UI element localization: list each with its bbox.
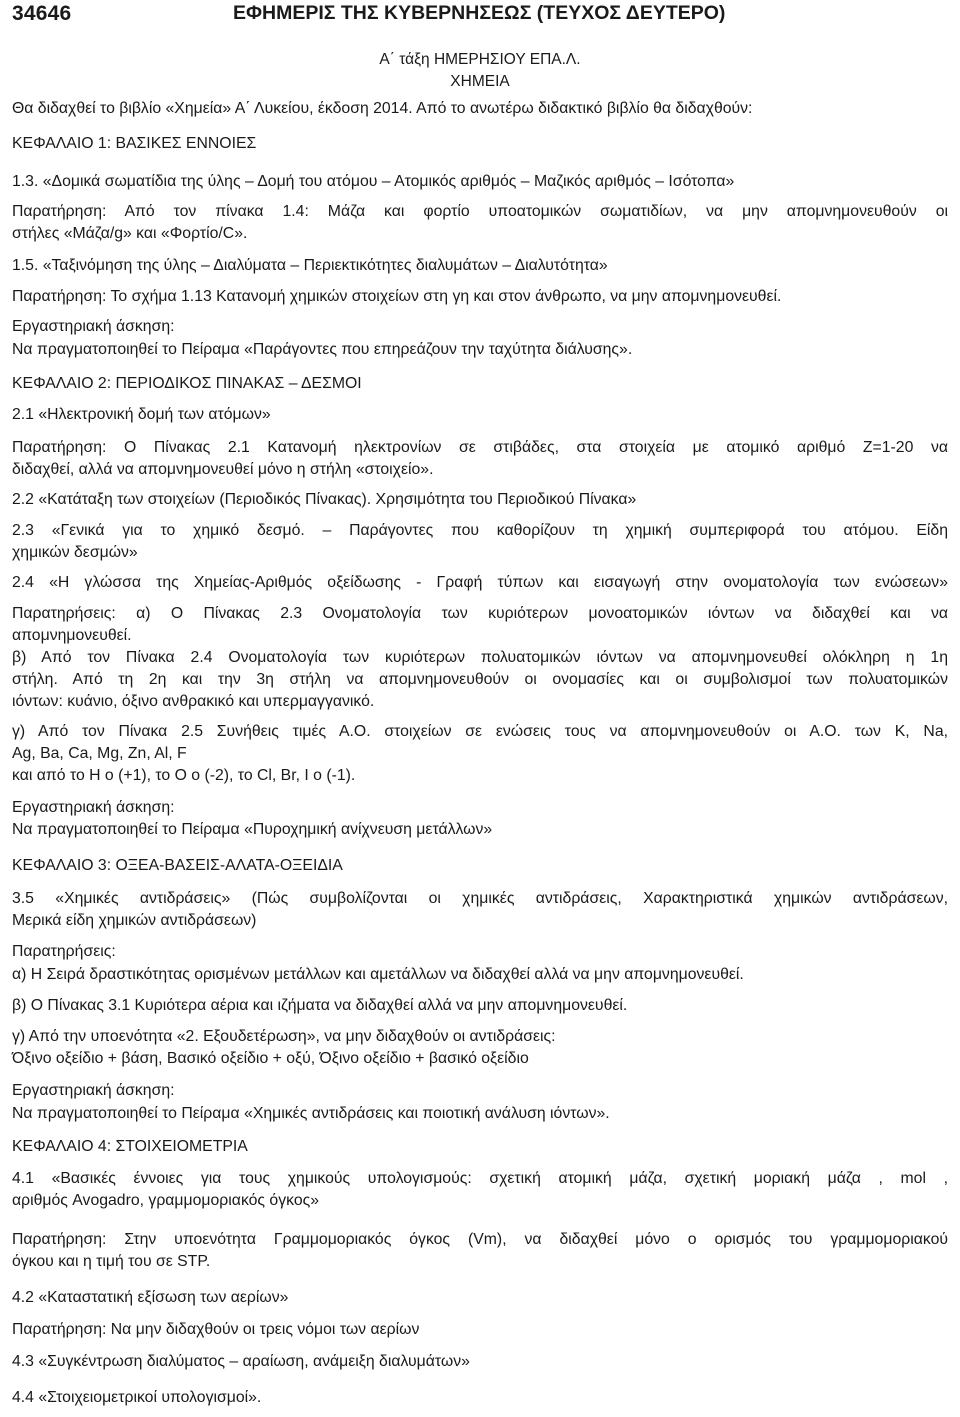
- paragraph-line: γ) Από την υποενότητα «2. Εξουδετέρωση», να μην διδαχθούν οι αντιδράσεις:: [12, 1028, 556, 1045]
- chapter-1-heading: ΚΕΦΑΛΑΙΟ 1: ΒΑΣΙΚΕΣ ΕΝΝΟΙΕΣ: [12, 135, 257, 152]
- subject-title: ΧΗΜΕΙΑ: [450, 73, 510, 90]
- section-4-1-heading: 4.1 «Βασικές έννοιες για τους χημικούς υπολογισμούς: σχετική ατομική μάζα, σχετική μοριακή μάζα , mol ,: [12, 1170, 948, 1187]
- chapter-4-heading: ΚΕΦΑΛΑΙΟ 4: ΣΤΟΙΧΕΙΟΜΕΤΡΙΑ: [12, 1138, 248, 1155]
- paragraph-line: Παρατήρηση: Ο Πίνακας 2.1 Κατανομή ηλεκτρονίων σε στιβάδες, στα στοιχεία με ατομικό αριθμό Ζ=1-20 να: [12, 439, 948, 456]
- section-4-4-heading: 4.4 «Στοιχειομετρικοί υπολογισμοί».: [12, 1389, 262, 1406]
- section-3-5-heading: 3.5 «Χημικές αντιδράσεις» (Πώς συμβολίζονται οι χημικές αντιδράσεις, Χαρακτηριστικά χημικών αντιδράσεων,: [12, 890, 948, 907]
- paragraph-line: στήλες «Μάζα/g» και «Φορτίο/C».: [12, 225, 248, 242]
- paragraph-line: α) Η Σειρά δραστικότητας ορισμένων μετάλλων και αμετάλλων να διδαχθεί αλλά να μην απομνημονευθεί.: [12, 966, 744, 983]
- paragraph-line: Παρατήρηση: Στην υποενότητα Γραμμομοριακός όγκος (Vm), να διδαχθεί μόνο ο ορισμός του γραμμομοριακού: [12, 1231, 948, 1248]
- paragraph-line: στήλη. Από τη 2η και την 3η στήλη να απομνημονευθούν οι ονομασίες και οι συμβολισμοί των πολυατομικών: [12, 671, 948, 688]
- section-4-3-heading: 4.3 «Συγκέντρωση διαλύματος – αραίωση, ανάμειξη διαλυμάτων»: [12, 1353, 470, 1370]
- section-2-3-heading: 2.3 «Γενικά για το χημικό δεσμό. – Παράγοντες που καθορίζουν τη χημική συμπεριφορά του ατόμου. Είδη: [12, 522, 948, 539]
- paragraph-line: Παρατήρηση: Το σχήμα 1.13 Κατανομή χημικών στοιχείων στη γη και στον άνθρωπο, να μην απομνημονευθεί.: [12, 288, 782, 305]
- paragraph-line: και από το Η ο (+1), το Ο ο (-2), το Cl, Br, I ο (-1).: [12, 767, 356, 784]
- section-2-4-heading: 2.4 «Η γλώσσα της Χημείας-Αριθμός οξείδωσης - Γραφή τύπων και εισαγωγή στην ονοματολογία των ενώσεων»: [12, 574, 948, 591]
- gazette-title: ΕΦΗΜΕΡΙΣ ΤΗΣ ΚΥΒΕΡΝΗΣΕΩΣ (ΤΕΥΧΟΣ ΔΕΥΤΕΡΟ): [233, 2, 726, 24]
- paragraph-line: β) Από τον Πίνακα 2.4 Ονοματολογία των κυριότερων πολυατομικών ιόντων να απομνημονευθεί ολόκληρη η 1η: [12, 649, 948, 666]
- page-header: [12, 2, 948, 26]
- paragraph-line: Όξινο οξείδιο + βάση, Βασικό οξείδιο + οξύ, Όξινο οξείδιο + βασικό οξείδιο: [12, 1050, 529, 1067]
- intro-line: Θα διδαχθεί το βιβλίο «Χημεία» Α΄ Λυκείου, έκδοση 2014. Από το ανωτέρω διδακτικό βιβλίο θα διδαχθούν:: [12, 100, 753, 117]
- paragraph-line: β) Ο Πίνακας 3.1 Κυριότερα αέρια και ιζήματα να διδαχθεί αλλά να μην απομνημονευθεί.: [12, 997, 628, 1014]
- paragraph-line: Παρατηρήσεις: α) Ο Πίνακας 2.3 Ονοματολογία των κυριότερων μονοατομικών ιόντων να διδαχθεί και να: [12, 605, 948, 622]
- paragraph-line: Μερικά είδη χημικών αντιδράσεων): [12, 912, 257, 929]
- paragraph-line: αριθμός Avogadro, γραμμομοριακός όγκος»: [12, 1192, 320, 1209]
- paragraph-line: Να πραγματοποιηθεί το Πείραμα «Παράγοντες που επηρεάζουν την ταχύτητα διάλυσης».: [12, 341, 633, 358]
- paragraph-line: Ag, Ba, Ca, Mg, Zn, Al, F: [12, 745, 187, 762]
- lab-exercise-label: Εργαστηριακή άσκηση:: [12, 318, 175, 335]
- section-1-5-heading: 1.5. «Ταξινόμηση της ύλης – Διαλύματα – Περιεκτικότητες διαλυμάτων – Διαλυτότητα»: [12, 257, 608, 274]
- paragraph-line: γ) Από τον Πίνακα 2.5 Συνήθεις τιμές Α.Ο. στοιχείων σε ενώσεις τους να απομνημονευθούν οι Α.Ο. των K, Na,: [12, 723, 948, 740]
- chapter-2-heading: ΚΕΦΑΛΑΙΟ 2: ΠΕΡΙΟΔΙΚΟΣ ΠΙΝΑΚΑΣ – ΔΕΣΜΟΙ: [12, 375, 362, 392]
- lab-exercise-label: Εργαστηριακή άσκηση:: [12, 1082, 175, 1099]
- paragraph-line: Παρατήρηση: Από τον πίνακα 1.4: Μάζα και φορτίο υποατομικών σωματιδίων, να μην απομνημονευθούν οι: [12, 203, 948, 220]
- paragraph-line: όγκου και η τιμή του σε STP.: [12, 1253, 211, 1270]
- section-1-3-heading: 1.3. «Δομικά σωματίδια της ύλης – Δομή του ατόμου – Ατομικός αριθμός – Μαζικός αριθμός – Ισότοπα»: [12, 173, 735, 190]
- section-4-2-heading: 4.2 «Καταστατική εξίσωση των αερίων»: [12, 1289, 289, 1306]
- paragraph-line: Παρατήρηση: Να μην διδαχθούν οι τρεις νόμοι των αερίων: [12, 1321, 420, 1338]
- lab-exercise-label: Εργαστηριακή άσκηση:: [12, 799, 175, 816]
- class-title: Α΄ τάξη ΗΜΕΡΗΣΙΟΥ ΕΠΑ.Λ.: [379, 51, 581, 68]
- paragraph-line: Να πραγματοποιηθεί το Πείραμα «Πυροχημική ανίχνευση μετάλλων»: [12, 821, 493, 838]
- paragraph-line: Παρατηρήσεις:: [12, 943, 116, 960]
- paragraph-line: απομνημονευθεί.: [12, 627, 132, 644]
- page-number: 34646: [12, 2, 72, 25]
- paragraph-line: Να πραγματοποιηθεί το Πείραμα «Χημικές αντιδράσεις και ποιοτική ανάλυση ιόντων».: [12, 1105, 610, 1122]
- paragraph-line: χημικών δεσμών»: [12, 544, 138, 561]
- paragraph-line: ιόντων: κυάνιο, όξινο ανθρακικό και υπερμαγγανικό.: [12, 693, 375, 710]
- section-2-2-heading: 2.2 «Κατάταξη των στοιχείων (Περιοδικός Πίνακας). Χρησιμότητα του Περιοδικού Πίνακα»: [12, 491, 637, 508]
- paragraph-line: διδαχθεί, αλλά να απομνημονευθεί μόνο η στήλη «στοιχείο».: [12, 461, 434, 478]
- chapter-3-heading: ΚΕΦΑΛΑΙΟ 3: ΟΞΕΑ-ΒΑΣΕΙΣ-ΑΛΑΤΑ-ΟΞΕΙΔΙΑ: [12, 857, 343, 874]
- section-2-1-heading: 2.1 «Ηλεκτρονική δομή των ατόμων»: [12, 406, 271, 423]
